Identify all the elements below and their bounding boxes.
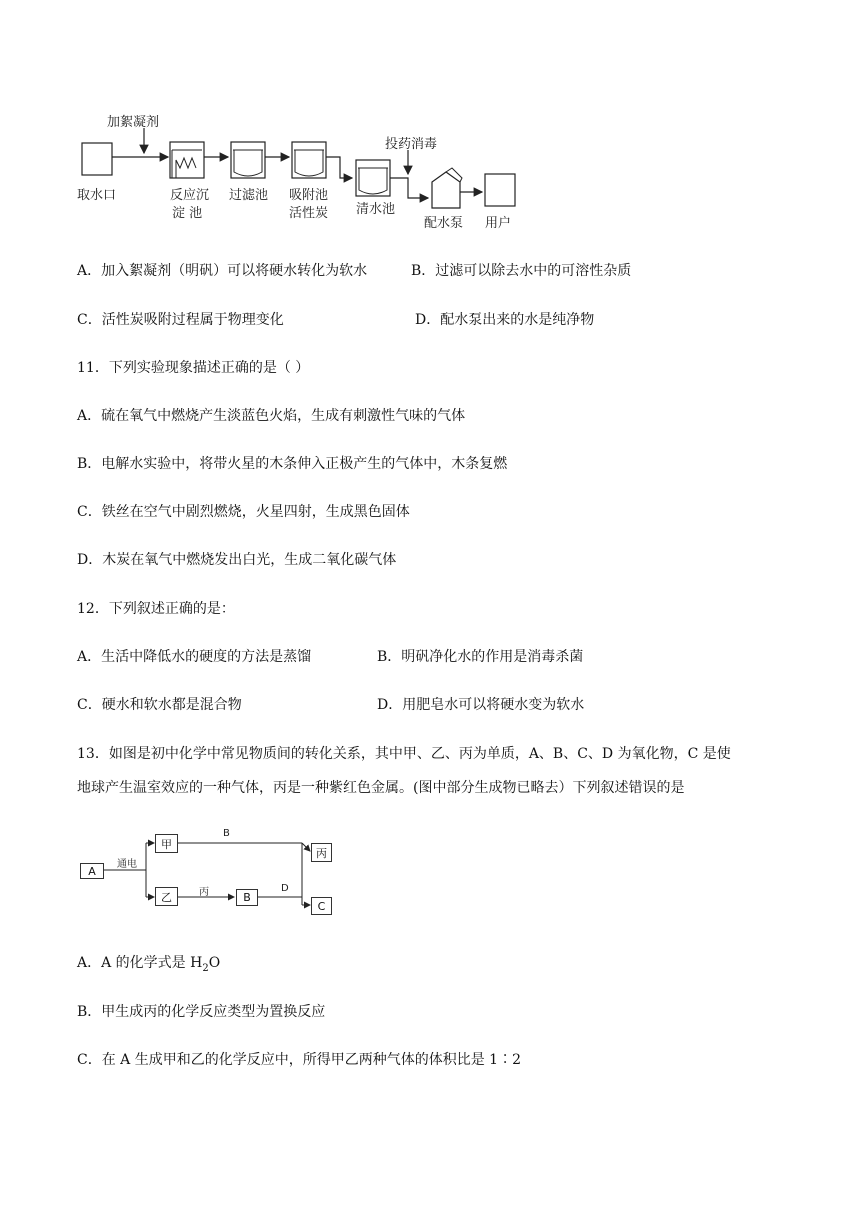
conversion-diagram — [0, 820, 400, 920]
label-user: 用户 — [485, 216, 512, 231]
clear-water-tank-shape — [356, 160, 390, 196]
q11-stem: 11．下列实验现象描述正确的是（ ） — [77, 360, 310, 376]
q11-option-d: D．木炭在氧气中燃烧发出白光，生成二氧化碳气体 — [77, 552, 397, 568]
pump-shape — [432, 168, 462, 208]
q13-option-a-suffix: O — [208, 955, 221, 971]
q13-option-b: B．甲生成丙的化学反应类型为置换反应 — [77, 1004, 326, 1020]
label-sediment-2: 淀 池 — [172, 206, 203, 221]
filter-tank-shape — [231, 142, 265, 178]
q10-option-b: B．过滤可以除去水中的可溶性杂质 — [411, 263, 632, 279]
label-sediment-1: 反应沉 — [170, 188, 210, 203]
q13-option-a-prefix: A．A 的化学式是 H — [77, 955, 203, 971]
q13-option-a — [77, 953, 220, 979]
q12-stem: 12．下列叙述正确的是： — [77, 601, 235, 617]
q11-option-b: B．电解水实验中，将带火星的木条伸入正极产生的气体中，木条复燃 — [77, 456, 508, 472]
q11-option-c: C．铁丝在空气中剧烈燃烧，火星四射，生成黑色固体 — [77, 504, 410, 520]
node-bing: 丙 — [311, 843, 332, 862]
sediment-tank-shape — [170, 142, 204, 178]
q10-option-c: C．活性炭吸附过程属于物理变化 — [77, 312, 284, 328]
label-adsorb-2: 活性炭 — [289, 206, 329, 221]
node-yi: 乙 — [155, 887, 178, 906]
conversion-diagram-lines — [0, 820, 400, 920]
label-intake: 取水口 — [77, 188, 117, 203]
q13-stem-line2: 地球产生温室效应的一种气体，丙是一种紫红色金属。(图中部分生成物已略去）下列叙述错误的是 — [77, 780, 685, 796]
label-arrow-d: D — [281, 883, 289, 894]
adsorption-tank-shape — [292, 142, 326, 178]
water-treatment-diagram — [0, 0, 860, 240]
node-jia: 甲 — [155, 834, 178, 853]
label-filter: 过滤池 — [229, 188, 269, 203]
q13-stem-line1: 13．如图是初中化学中常见物质间的转化关系，其中甲、乙、丙为单质，A、B、C、D 为氧化物，C 是使 — [77, 746, 731, 762]
q13-option-c: C．在 A 生成甲和乙的化学反应中，所得甲乙两种气体的体积比是 1∶2 — [77, 1052, 521, 1068]
q12-option-b: B．明矾净化水的作用是消毒杀菌 — [377, 649, 584, 665]
label-coagulant: 加絮凝剂 — [107, 115, 160, 130]
q11-option-a: A．硫在氧气中燃烧产生淡蓝色火焰，生成有刺激性气味的气体 — [77, 408, 466, 424]
label-disinfect: 投药消毒 — [385, 137, 438, 152]
node-a: A — [80, 863, 104, 879]
q12-option-d: D．用肥皂水可以将硬水变为软水 — [377, 697, 585, 713]
node-c: C — [311, 897, 332, 915]
q12-option-a: A．生活中降低水的硬度的方法是蒸馏 — [77, 649, 312, 665]
q12-option-c: C．硬水和软水都是混合物 — [77, 697, 242, 713]
label-adsorb-1: 吸附池 — [289, 188, 329, 203]
label-arrow-b: B — [223, 828, 230, 839]
label-arrow-bing: 丙 — [199, 887, 209, 898]
q10-option-d: D．配水泵出来的水是纯净物 — [415, 312, 595, 328]
label-electrolysis: 通电 — [117, 859, 137, 870]
label-pump: 配水泵 — [424, 216, 464, 231]
node-b: B — [236, 889, 258, 906]
label-clear: 清水池 — [356, 202, 396, 217]
q13-option-a-subscript: 2 — [202, 962, 209, 974]
q10-option-a: A．加入絮凝剂（明矾）可以将硬水转化为软水 — [77, 263, 368, 279]
